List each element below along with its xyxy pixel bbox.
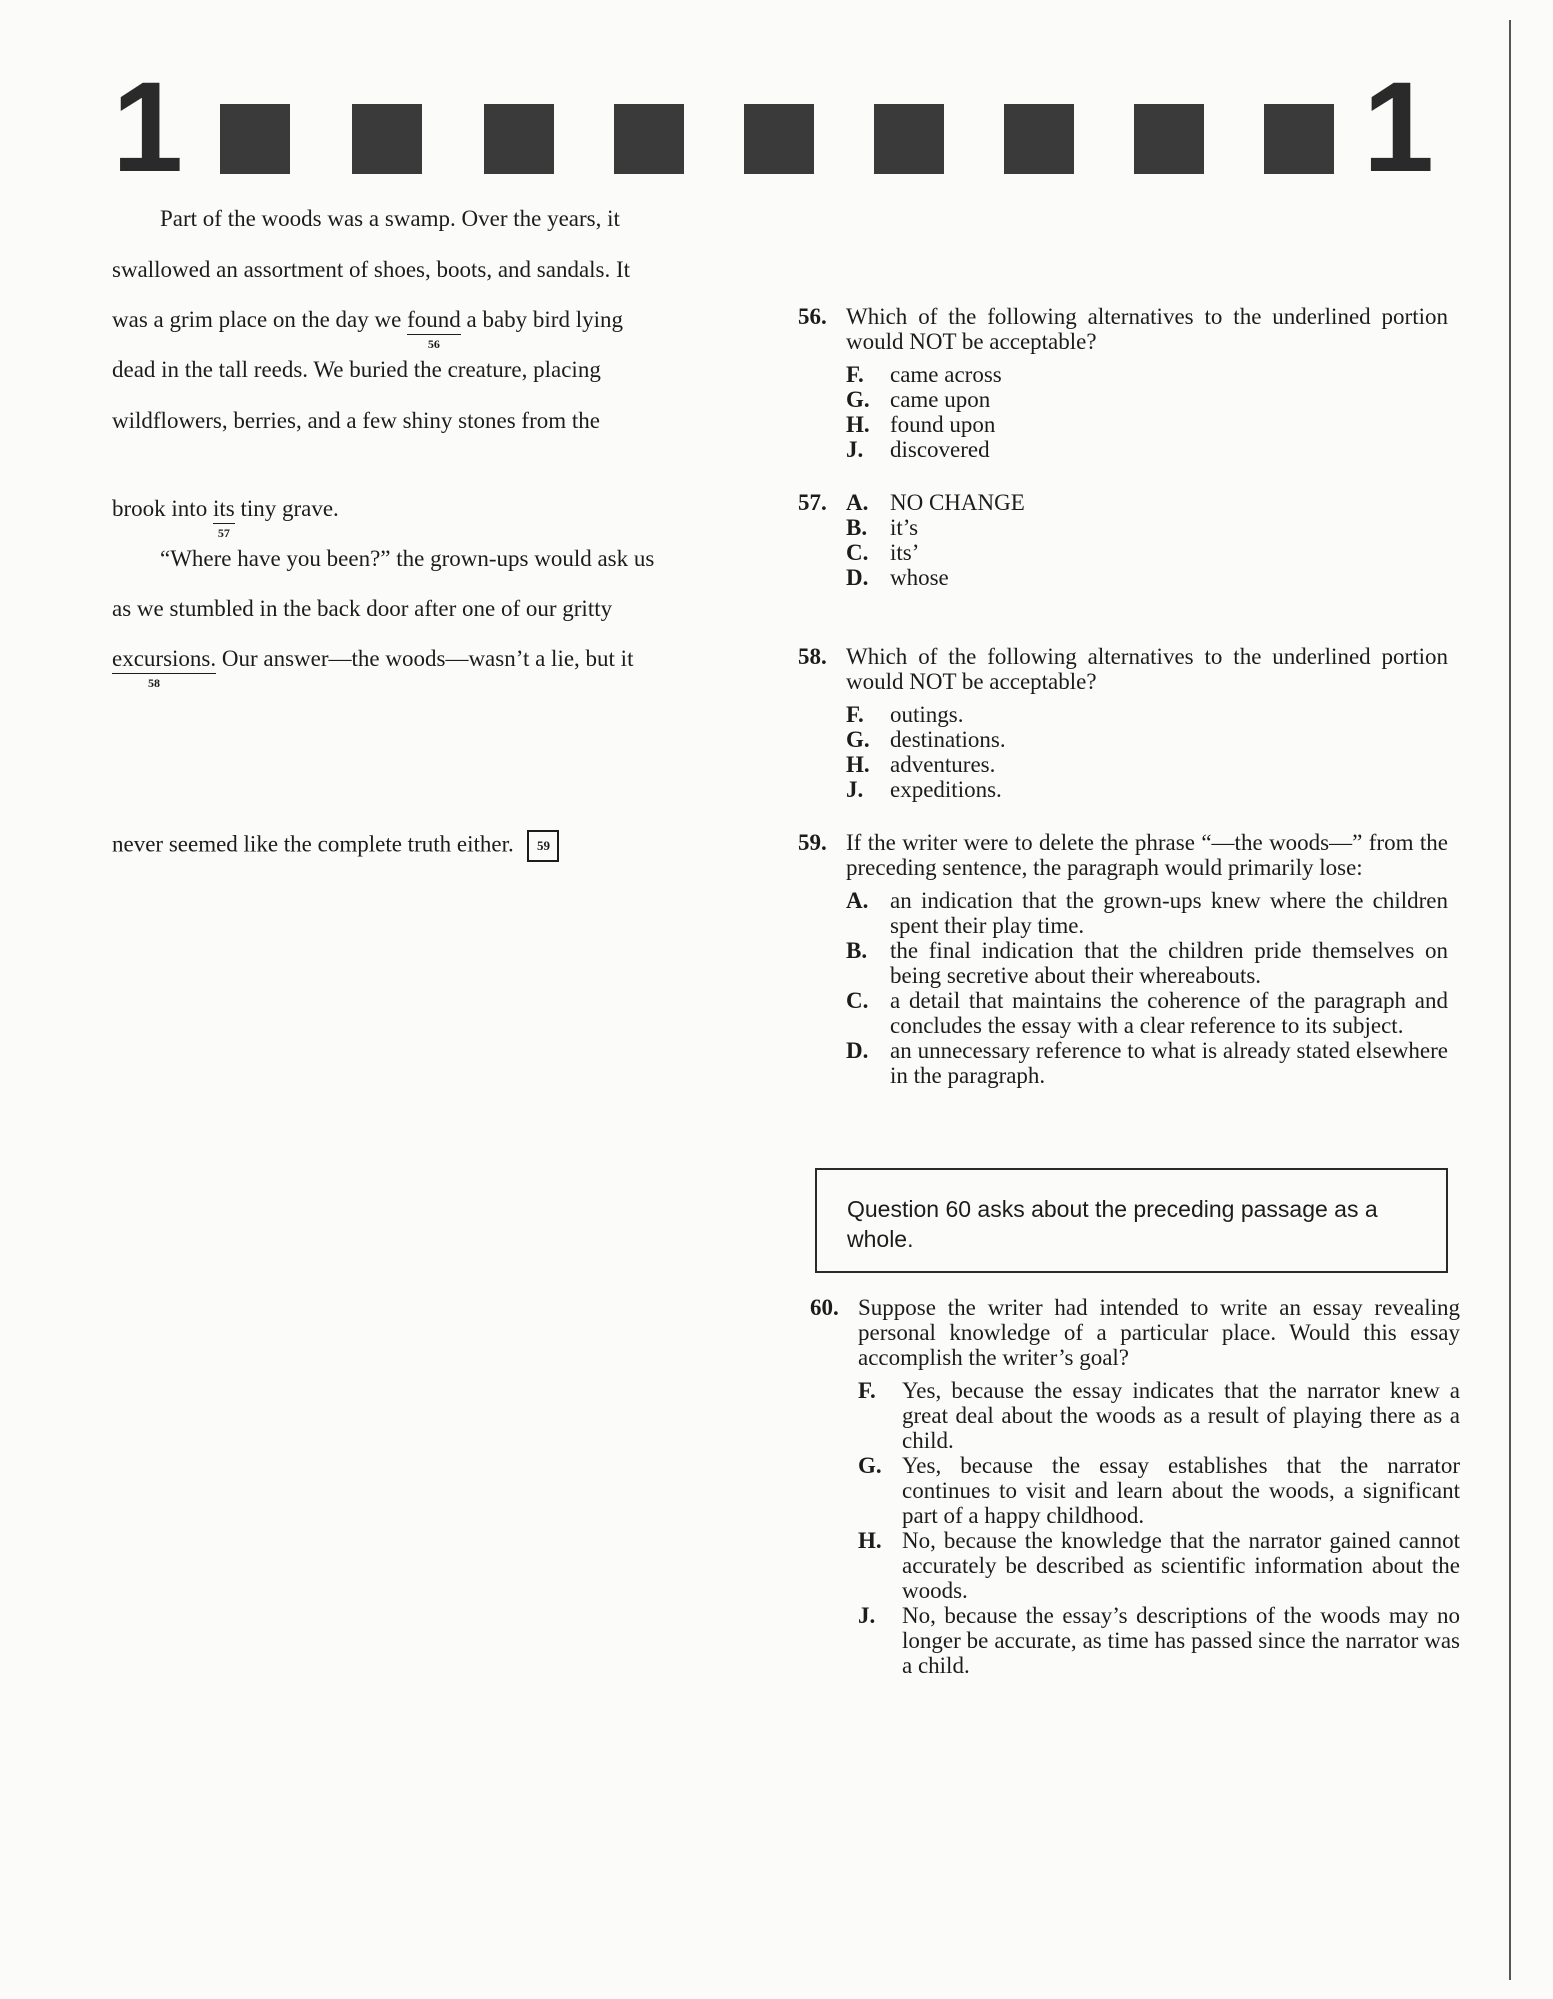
- passage-note-box: Question 60 asks about the preceding passage as a whole.: [815, 1168, 1448, 1273]
- question-number: 58.: [798, 644, 827, 669]
- answer-option[interactable]: B. the final indication that the children pride themselves on being secretive about their whereabouts.: [846, 938, 1448, 988]
- answer-option[interactable]: F. outings.: [846, 702, 964, 727]
- question-number: 56.: [798, 304, 827, 329]
- answer-option[interactable]: J. expeditions.: [846, 777, 1002, 802]
- header-block: [874, 104, 944, 174]
- answer-option[interactable]: G. came upon: [846, 387, 991, 412]
- answer-option[interactable]: G. destinations.: [846, 727, 1006, 752]
- question-60: [810, 1295, 1460, 1678]
- question-box-59: 59: [527, 830, 559, 862]
- scan-edge-line: [1509, 20, 1511, 1980]
- question-stem: Which of the following alternatives to the underlined portion would NOT be acceptable?: [846, 304, 1448, 354]
- underlined-portion-57: its 57: [212, 496, 235, 540]
- passage-line: swallowed an assortment of shoes, boots, and sandals. It: [112, 257, 631, 282]
- ref-number-56: 56: [427, 337, 440, 351]
- header-block: [1004, 104, 1074, 174]
- header-block: [744, 104, 814, 174]
- passage-line: dead in the tall reeds. We buried the creature, placing: [112, 357, 601, 382]
- underlined-portion-58: excursions. 58: [112, 646, 217, 690]
- answer-option[interactable]: C. its’: [846, 540, 920, 565]
- header-block: [484, 104, 554, 174]
- header-block: [1264, 104, 1334, 174]
- answer-option[interactable]: H. found upon: [846, 412, 996, 437]
- question-59: [798, 830, 1448, 1088]
- section-number-right: 1: [1362, 56, 1430, 199]
- answer-option[interactable]: H. No, because the knowledge that the narrator gained cannot accurately be described as scientific information about the woods.: [858, 1528, 1460, 1603]
- underlined-portion-56: found 56: [407, 307, 461, 351]
- question-number: 59.: [798, 830, 827, 855]
- answer-option[interactable]: B. it’s: [846, 515, 919, 540]
- question-57: [798, 490, 1448, 590]
- passage-line: “Where have you been?” the grown-ups would ask us: [160, 546, 655, 571]
- header-block: [220, 104, 290, 174]
- answer-option[interactable]: H. adventures.: [846, 752, 996, 777]
- ref-number-57: 57: [217, 526, 230, 540]
- passage-line: as we stumbled in the back door after one of our gritty: [112, 596, 613, 621]
- answer-option[interactable]: D. whose: [846, 565, 949, 590]
- answer-option[interactable]: J. discovered: [846, 437, 990, 462]
- answer-option[interactable]: A. NO CHANGE: [846, 490, 1025, 515]
- answer-option[interactable]: G. Yes, because the essay establishes that the narrator continues to visit and learn about the woods, a significant part of a happy childhood.: [858, 1453, 1460, 1528]
- ref-number-58: 58: [148, 676, 160, 690]
- question-stem: Which of the following alternatives to the underlined portion would NOT be acceptable?: [846, 644, 1448, 694]
- header-block: [352, 104, 422, 174]
- answer-option[interactable]: A. an indication that the grown-ups knew where the children spent their play time.: [846, 888, 1448, 938]
- answer-option[interactable]: C. a detail that maintains the coherence of the paragraph and concludes the essay with a clear reference to its subject.: [846, 988, 1448, 1038]
- passage-line: wildflowers, berries, and a few shiny stones from the: [112, 408, 600, 433]
- header-block: [614, 104, 684, 174]
- answer-option[interactable]: F. came across: [846, 362, 1002, 387]
- passage-line: excursions. 58 Our answer—the woods—wasn’t a lie, but it: [112, 646, 634, 690]
- question-number: 60.: [810, 1295, 839, 1320]
- question-stem: If the writer were to delete the phrase “—the woods—” from the preceding sentence, the paragraph would primarily lose:: [846, 830, 1448, 880]
- question-number: 57.: [798, 490, 827, 515]
- question-58: [798, 644, 1448, 802]
- answer-option[interactable]: D. an unnecessary reference to what is already stated elsewhere in the paragraph.: [846, 1038, 1448, 1088]
- header-block: [1134, 104, 1204, 174]
- section-header: [112, 56, 1430, 199]
- passage-line: was a grim place on the day we found 56 a baby bird lying: [112, 307, 623, 351]
- answer-option[interactable]: J. No, because the essay’s descriptions of the woods may no longer be accurate, as time has passed since the narrator was a child.: [858, 1603, 1460, 1678]
- question-56: [798, 304, 1448, 462]
- passage-line: never seemed like the complete truth either. 59: [112, 830, 559, 862]
- section-number-left: 1: [112, 56, 180, 199]
- question-stem: Suppose the writer had intended to write an essay revealing personal knowledge of a particular place. Would this essay accomplish the writer’s goal?: [858, 1295, 1460, 1370]
- passage-line: Part of the woods was a swamp. Over the years, it: [160, 206, 620, 231]
- passage-line: brook into its 57 tiny grave.: [112, 496, 339, 540]
- answer-option[interactable]: F. Yes, because the essay indicates that the narrator knew a great deal about the woods as a result of playing there as a child.: [858, 1378, 1460, 1453]
